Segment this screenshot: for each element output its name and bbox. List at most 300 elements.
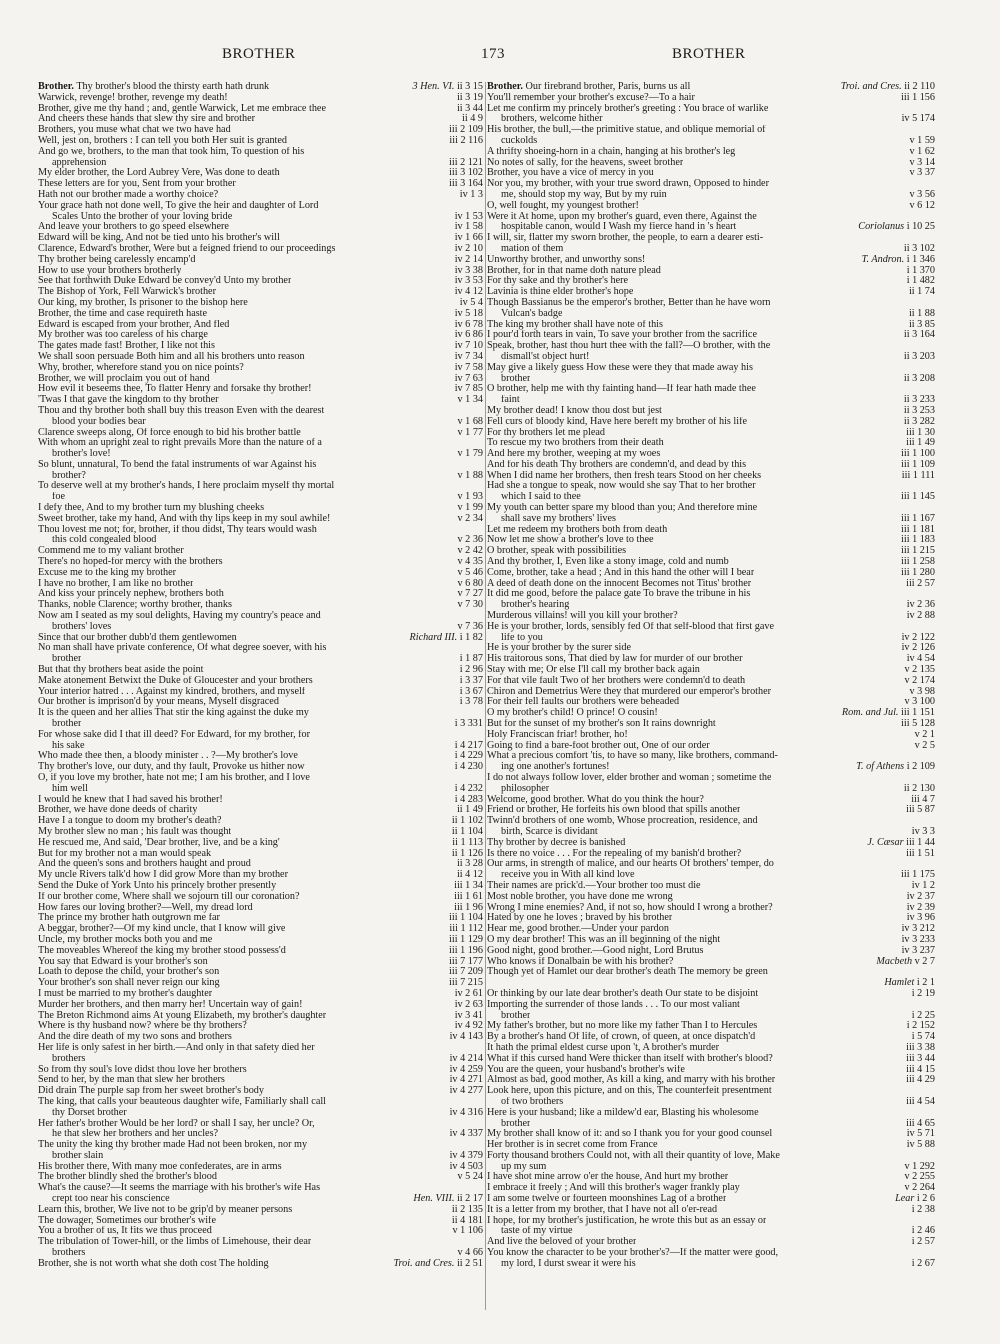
- act-scene-line: iv 6 86: [454, 329, 483, 341]
- concordance-line: [487, 82, 935, 93]
- concordance-line: [487, 946, 935, 957]
- quotation-text: And live the beloved of your brother: [487, 1237, 637, 1248]
- quotation-text: Excuse me to the king my brother: [38, 567, 177, 578]
- concordance-line: [487, 622, 935, 633]
- act-scene-line: i 3 37: [459, 674, 483, 686]
- quotation-text: The king, that calls your beauteous daughter wife, Familiarly shall call: [38, 1096, 326, 1107]
- line-reference: [904, 352, 935, 363]
- concordance-line: [38, 1259, 483, 1270]
- act-scene-line: i 5 74: [911, 1031, 935, 1043]
- concordance-line: [38, 168, 483, 179]
- act-scene-line: iv 2 37: [906, 890, 935, 902]
- quotation-text: Brothers, you muse what chat we two have had: [38, 125, 231, 136]
- concordance-line: [38, 298, 483, 309]
- concordance-line: [38, 762, 483, 773]
- concordance-line: [38, 406, 483, 417]
- concordance-line: [487, 1054, 935, 1065]
- quotation-text: blood your bodies bear: [52, 416, 146, 427]
- quotation-text: Twinn'd brothers of one womb, Whose procreation, residence, and: [487, 816, 758, 827]
- concordance-line: [38, 190, 483, 201]
- act-scene-line: i 4 217: [454, 739, 483, 751]
- act-scene-line: v 2 174: [904, 674, 935, 686]
- concordance-line: [487, 665, 935, 676]
- quotation-text: brothers, welcome hither: [501, 114, 603, 125]
- act-scene-line: v 2 34: [457, 512, 483, 524]
- act-scene-line: iv 2 88: [906, 610, 935, 622]
- quotation-text: Brother, we will proclaim you out of hand: [38, 373, 210, 384]
- quotation-text: For their fell faults our brothers were beheaded: [487, 697, 680, 708]
- act-scene-line: ii 4 9: [462, 113, 483, 125]
- concordance-line: [487, 1065, 935, 1076]
- quotation-text: It is a letter from my brother, that I have not all o'er-read: [487, 1204, 718, 1215]
- quotation-text: He is your brother by the surer side: [487, 643, 632, 654]
- quotation-text: Going to find a bare-foot brother out, One of our order: [487, 740, 710, 751]
- concordance-line: [487, 741, 935, 752]
- quotation-text: A thrifty shoeing-horn in a chain, hanging at his brother's leg: [487, 146, 736, 157]
- quotation-text: Our arms, in strength of malice, and our hearts Of brothers' temper, do: [487, 859, 774, 870]
- quotation-text: of two brothers: [501, 1096, 564, 1107]
- act-scene-line: iii 3 102: [449, 167, 483, 179]
- act-scene-line: iv 4 143: [449, 1031, 483, 1043]
- concordance-line: [487, 892, 935, 903]
- quotation-text: And the queen's sons and brothers haught and proud: [38, 859, 251, 870]
- quotation-text: My elder brother, the Lord Aubrey Vere, Was done to death: [38, 168, 280, 179]
- quotation-text: Who made thee then, a bloody minister . . ?—My brother's love: [38, 751, 298, 762]
- concordance-line: [487, 1151, 935, 1162]
- concordance-line: [38, 633, 483, 644]
- act-scene-line: iii 1 111: [901, 469, 935, 481]
- concordance-line: [38, 525, 483, 536]
- quotation-text: And leave your brothers to go speed elsewhere: [38, 222, 229, 233]
- act-scene-line: ii 1 126: [451, 847, 483, 859]
- quotation-text: The dowager, Sometimes our brother's wife: [38, 1215, 216, 1226]
- quotation-text: Send the Duke of York Unto his princely brother presently: [38, 880, 277, 891]
- concordance-line: [38, 136, 483, 147]
- act-scene-line: iv 1 58: [454, 221, 483, 233]
- quotation-text: Welcome, good brother. What do you think the hour?: [487, 794, 704, 805]
- concordance-line: [487, 1237, 935, 1248]
- concordance-line: [487, 449, 935, 460]
- act-scene-line: iii 5 128: [901, 718, 935, 730]
- line-reference: [912, 1259, 935, 1270]
- act-scene-line: iv 7 85: [454, 383, 483, 395]
- quotation-text: And thy brother, I, Even like a stony image, cold and numb: [487, 557, 729, 568]
- concordance-line: [487, 849, 935, 860]
- act-scene-line: v 1 77: [457, 426, 483, 438]
- quotation-text: And kiss your princely nephew, brothers both: [38, 589, 224, 600]
- concordance-line: [38, 1237, 483, 1248]
- quotation-text: The prince my brother hath outgrown me far: [38, 913, 220, 924]
- quotation-text: I hope, for my brother's justification, he wrote this but as an essay or: [487, 1215, 767, 1226]
- act-scene-line: i 4 229: [454, 750, 483, 762]
- concordance-line: [487, 1119, 935, 1130]
- quotation-text: His brother, the bull,—the primitive statue, and oblique memorial of: [487, 125, 766, 136]
- act-scene-line: v 2 5: [914, 739, 935, 751]
- quotation-text: Send to her, by the man that slew her brothers: [38, 1075, 225, 1086]
- act-scene-line: v 1 88: [457, 469, 483, 481]
- concordance-line: [38, 212, 483, 223]
- concordance-line: [38, 374, 483, 385]
- quotation-text: taste of my virtue: [501, 1226, 573, 1237]
- act-scene-line: i 2 46: [911, 1225, 935, 1237]
- quotation-text: Stay with me; Or else I'll call my brother back again: [487, 665, 700, 676]
- act-scene-line: iii 2 57: [906, 577, 935, 589]
- concordance-line: [38, 352, 483, 363]
- concordance-line: [487, 298, 935, 309]
- quotation-text: You are the queen, your husband's brother's wife: [487, 1064, 685, 1075]
- act-scene-line: v 3 56: [909, 188, 935, 200]
- act-scene-line: ii 3 203: [903, 350, 935, 362]
- concordance-line: [38, 93, 483, 104]
- act-scene-line: iii 1 258: [901, 556, 935, 568]
- concordance-line: [38, 201, 483, 212]
- line-reference: [915, 741, 935, 752]
- quotation-text: brother: [52, 719, 82, 730]
- quotation-text: he that slew her brothers and her uncles?: [52, 1129, 219, 1140]
- act-scene-line: iv 1 53: [454, 210, 483, 222]
- act-scene-line: ii 2 17: [456, 1193, 483, 1205]
- concordance-line: [38, 514, 483, 525]
- concordance-line: [38, 859, 483, 870]
- line-reference: [458, 395, 483, 406]
- quotation-text: receive you in With all kind love: [501, 870, 635, 881]
- quotation-text: brother's love!: [52, 449, 111, 460]
- play-title: J. Cæsar: [867, 836, 907, 848]
- concordance-line: [487, 266, 935, 277]
- quotation-text: I have no brother, I am like no brother: [38, 578, 194, 589]
- concordance-line: [487, 957, 935, 968]
- act-scene-line: iv 4 277: [449, 1085, 483, 1097]
- quotation-text: Brother, she is not worth what she doth cost The holding: [38, 1258, 269, 1269]
- concordance-line: [487, 406, 935, 417]
- quotation-text: Brother. Thy brother's blood the thirsty earth hath drunk: [38, 82, 270, 92]
- act-scene-line: v 1 62: [909, 145, 935, 157]
- line-reference: [906, 1097, 935, 1108]
- quotation-text: But that thy brothers beat aside the point: [38, 665, 204, 676]
- quotation-text: Thou and thy brother both shall buy this treason Even with the dearest: [38, 405, 325, 416]
- act-scene-line: ii 3 19: [456, 91, 483, 103]
- line-reference: [912, 989, 935, 1000]
- quotation-text: O, well fought, my youngest brother!: [487, 200, 639, 211]
- quotation-text: Our king, my brother, Is prisoner to the bishop here: [38, 297, 248, 308]
- act-scene-line: iii 2 109: [449, 124, 483, 136]
- line-reference: [458, 428, 483, 439]
- concordance-line: [38, 104, 483, 115]
- act-scene-line: v 3 100: [904, 696, 935, 708]
- act-scene-line: ii 3 208: [903, 372, 935, 384]
- act-scene-line: iii 1 196: [449, 944, 483, 956]
- concordance-line: [487, 589, 935, 600]
- quotation-text: May give a likely guess How these were they that made away his: [487, 362, 753, 373]
- concordance-line: [487, 125, 935, 136]
- quotation-text: With whom an upright zeal to right prevails More than the nature of a: [38, 438, 322, 449]
- act-scene-line: iv 7 34: [454, 350, 483, 362]
- act-scene-line: iii 2 121: [449, 156, 483, 168]
- act-scene-line: v 2 135: [904, 664, 935, 676]
- act-scene-line: iv 4 259: [449, 1063, 483, 1075]
- quotation-text: thy Dorset brother: [52, 1107, 127, 1118]
- quotation-text: I am some twelve or fourteen moonshines Lag of a brother: [487, 1194, 727, 1205]
- act-scene-line: iv 6 78: [454, 318, 483, 330]
- quotation-text: brothers' loves: [52, 621, 112, 632]
- act-scene-line: iii 4 54: [906, 1095, 935, 1107]
- act-scene-line: v 1 59: [909, 134, 935, 146]
- act-scene-line: ii 3 44: [456, 102, 483, 114]
- act-scene-line: i 3 331: [454, 718, 483, 730]
- quotation-text: For that vile fault Two of her brothers were condemn'd to death: [487, 675, 746, 686]
- act-scene-line: ii 1 113: [452, 836, 483, 848]
- concordance-line: [38, 557, 483, 568]
- quotation-text: crept too near his conscience: [52, 1194, 170, 1205]
- quotation-text: I will, sir, flatter my sworn brother, the people, to earn a dearer esti-: [487, 233, 764, 244]
- concordance-line: [487, 535, 935, 546]
- quotation-text: Let me confirm my princely brother's greeting : You brace of warlike: [487, 103, 769, 114]
- line-reference: [455, 762, 483, 773]
- quotation-text: this cold congealed blood: [52, 535, 157, 546]
- line-reference: [902, 114, 935, 125]
- concordance-line: [38, 751, 483, 762]
- quotation-text: These letters are for you, Sent from your brother: [38, 179, 236, 190]
- quotation-text: Loath to depose the child, your brother's son: [38, 967, 220, 978]
- concordance-line: [487, 503, 935, 514]
- act-scene-line: ii 2 110: [904, 82, 935, 92]
- concordance-line: [38, 816, 483, 827]
- concordance-line: [38, 924, 483, 935]
- quotation-text: Brother. Our firebrand brother, Paris, burns us all: [487, 82, 691, 92]
- concordance-line: [487, 276, 935, 287]
- act-scene-line: ii 4 181: [451, 1214, 483, 1226]
- act-scene-line: ii 2 51: [456, 1257, 483, 1269]
- concordance-line: [38, 989, 483, 1000]
- act-scene-line: i 1 82: [459, 631, 483, 643]
- play-title: Hen. VIII.: [413, 1193, 457, 1205]
- quotation-text: He is your brother, lords, sensibly fed Of that self-blood that first gave: [487, 621, 775, 632]
- act-scene-line: i 1 482: [906, 275, 935, 287]
- line-reference: [907, 1140, 935, 1151]
- concordance-line: [38, 1140, 483, 1151]
- quotation-text: My uncle Rivers talk'd how I did grow More than my brother: [38, 870, 288, 881]
- line-reference: [902, 471, 935, 482]
- line-reference: [904, 330, 935, 341]
- quotation-text: No man shall have private conference, Of what degree soever, with his: [38, 643, 327, 654]
- quotation-text: The Bishop of York, Fell Warwick's brother: [38, 287, 216, 298]
- act-scene-line: iii 1 112: [449, 923, 483, 935]
- act-scene-line: iv 4 379: [449, 1149, 483, 1161]
- quotation-text: Did drain The purple sap from her sweet brother's body: [38, 1086, 264, 1097]
- quotation-text: Wrong I mine enemies? And, if not so, how should I wrong a brother?: [487, 902, 773, 913]
- concordance-line: [38, 1075, 483, 1086]
- concordance-line: [487, 708, 935, 719]
- act-scene-line: i 2 109: [906, 761, 935, 773]
- act-scene-line: iv 4 271: [449, 1074, 483, 1086]
- play-title: Hamlet: [884, 977, 917, 989]
- concordance-line: [38, 579, 483, 590]
- act-scene-line: iv 4 12: [454, 286, 483, 298]
- play-title: Troi. and Cres.: [840, 82, 905, 92]
- quotation-text: Fell curs of bloody kind, Have here bereft my brother of his life: [487, 416, 747, 427]
- concordance-line: [38, 287, 483, 298]
- concordance-line: [487, 762, 935, 773]
- quotation-text: It is the queen and her allies That stir the king against the duke my: [38, 708, 309, 719]
- act-scene-line: iii 1 109: [901, 458, 935, 470]
- quotation-text: You know the character to be your brother's?—If the matter were good,: [487, 1248, 779, 1259]
- concordance-line: [487, 1108, 935, 1119]
- act-scene-line: i 3 78: [459, 696, 483, 708]
- line-reference: [450, 1086, 483, 1097]
- concordance-line: [38, 827, 483, 838]
- quotation-text: So from thy soul's love didst thou love her brothers: [38, 1064, 247, 1075]
- concordance-line: [38, 665, 483, 676]
- act-scene-line: v 2 7: [914, 955, 935, 967]
- act-scene-line: v 1 93: [457, 491, 483, 503]
- act-scene-line: iii 1 104: [449, 912, 483, 924]
- concordance-line: [487, 1021, 935, 1032]
- act-scene-line: iii 3 44: [906, 1052, 935, 1064]
- act-scene-line: v 2 1: [914, 728, 935, 740]
- quotation-text: Though Bassianus be the emperor's brother, Better than he have worn: [487, 297, 771, 308]
- quotation-text: Most noble brother, you have done me wrong: [487, 891, 673, 902]
- concordance-line: [38, 384, 483, 395]
- concordance-line: [487, 784, 935, 795]
- quotation-text: To rescue my two brothers from their death: [487, 438, 664, 449]
- quotation-text: him well: [52, 783, 88, 794]
- act-scene-line: v 3 14: [909, 156, 935, 168]
- concordance-line: [38, 805, 483, 816]
- act-scene-line: ii 1 102: [451, 815, 483, 827]
- concordance-line: [38, 82, 483, 93]
- quotation-text: It hath the primal eldest curse upon 't, A brother's murder: [487, 1042, 719, 1053]
- quotation-text: brother: [52, 654, 82, 665]
- act-scene-line: i 4 232: [454, 782, 483, 794]
- concordance-line: [487, 233, 935, 244]
- quotation-text: For thy sake and thy brother's here: [487, 276, 629, 287]
- act-scene-line: iv 4 337: [449, 1128, 483, 1140]
- act-scene-line: v 1 68: [457, 415, 483, 427]
- concordance-line: [487, 654, 935, 665]
- concordance-line: [487, 1011, 935, 1022]
- act-scene-line: iii 5 87: [906, 804, 935, 816]
- concordance-line: [38, 687, 483, 698]
- quotation-text: If our brother come, Where shall we sojourn till our coronation?: [38, 891, 300, 902]
- concordance-line: [487, 870, 935, 881]
- act-scene-line: ii 3 253: [903, 404, 935, 416]
- concordance-line: [487, 1032, 935, 1043]
- quotation-text: brother: [501, 373, 531, 384]
- concordance-column-right: [487, 82, 935, 1332]
- act-scene-line: iii 1 96: [454, 901, 483, 913]
- act-scene-line: iii 4 29: [906, 1074, 935, 1086]
- act-scene-line: iv 1 66: [454, 232, 483, 244]
- concordance-line: [38, 481, 483, 492]
- act-scene-line: iii 1 175: [901, 869, 935, 881]
- concordance-line: [38, 1172, 483, 1183]
- quotation-text: What a precious comfort 'tis, to have so many, like brothers, command-: [487, 751, 778, 762]
- concordance-line: [487, 287, 935, 298]
- concordance-line: [487, 168, 935, 179]
- act-scene-line: ii 1 104: [451, 825, 483, 837]
- concordance-line: [487, 1075, 935, 1086]
- act-scene-line: i 2 1: [916, 977, 935, 989]
- quotation-text: I do not always follow lover, elder brother and woman ; sometime the: [487, 773, 772, 783]
- line-reference: [410, 633, 483, 644]
- concordance-line: [487, 481, 935, 492]
- quotation-text: Importing the surrender of those lands . . . To our most valiant: [487, 999, 740, 1010]
- concordance-line: [38, 849, 483, 860]
- act-scene-line: ii 4 12: [456, 869, 483, 881]
- line-reference: [904, 374, 935, 385]
- quotation-text: Brother, the time and case requireth haste: [38, 308, 208, 319]
- quotation-text: I would he knew that I had saved his brother!: [38, 794, 223, 805]
- act-scene-line: iv 2 126: [901, 642, 935, 654]
- quotation-text: The moveables Whereof the king my brother stood possess'd: [38, 945, 286, 956]
- concordance-line: [487, 1259, 935, 1270]
- act-scene-line: ii 2 135: [451, 1203, 483, 1215]
- concordance-line: [487, 1216, 935, 1227]
- quotation-text: Sweet brother, take my hand, And with thy lips keep in my soul awhile!: [38, 513, 331, 524]
- quotation-text: Brother, you have a vice of mercy in you: [487, 168, 654, 179]
- act-scene-line: iii 1 34: [454, 879, 483, 891]
- line-reference: [455, 719, 483, 730]
- concordance-line: [38, 957, 483, 968]
- concordance-line: [487, 460, 935, 471]
- act-scene-line: ii 2 130: [903, 782, 935, 794]
- concordance-line: [487, 341, 935, 352]
- concordance-line: [487, 773, 935, 784]
- act-scene-line: v 1 79: [457, 448, 483, 460]
- play-title: Troi. and Cres.: [393, 1257, 457, 1269]
- concordance-line: [487, 676, 935, 687]
- quotation-text: Lavinia is thine elder brother's hope: [487, 287, 634, 298]
- quotation-text: But for my brother not a man would speak: [38, 848, 212, 859]
- act-scene-line: iv 2 39: [906, 901, 935, 913]
- quotation-text: Now let me show a brother's love to thee: [487, 535, 654, 546]
- concordance-line: [487, 104, 935, 115]
- line-reference: [460, 190, 483, 201]
- concordance-line: [487, 913, 935, 924]
- concordance-line: [487, 978, 935, 989]
- quotation-text: Vulcan's badge: [501, 308, 563, 319]
- running-head-right: BROTHER: [672, 46, 746, 62]
- concordance-line: [487, 546, 935, 557]
- act-scene-line: i 2 6: [916, 1193, 935, 1205]
- quotation-text: Thy brother by decree is banished: [487, 837, 626, 848]
- quotation-text: A beggar, brother?—Of my kind uncle, that I know will give: [38, 924, 286, 935]
- quotation-text: Your grace hath not done well, To give the heir and daughter of Lord: [38, 200, 319, 211]
- act-scene-line: i 2 96: [459, 664, 483, 676]
- quotation-text: Scales Unto the brother of your loving bride: [52, 211, 233, 222]
- quotation-text: Friend or brother, He forfeits his own blood that spills another: [487, 805, 741, 816]
- concordance-line: [487, 1086, 935, 1097]
- concordance-line: [38, 1205, 483, 1216]
- concordance-line: [487, 600, 935, 611]
- quotation-text: How evil it beseems thee, To flatter Henry and forsake thy brother!: [38, 384, 312, 395]
- concordance-line: [487, 201, 935, 212]
- quotation-text: Make atonement Betwixt the Duke of Gloucester and your brothers: [38, 675, 313, 686]
- concordance-line: [487, 395, 935, 406]
- quotation-text: So blunt, unnatural, To bend the fatal instruments of war Against his: [38, 459, 317, 470]
- quotation-text: his sake: [52, 740, 85, 751]
- concordance-line: [38, 428, 483, 439]
- act-scene-line: v 1 99: [457, 502, 483, 514]
- concordance-line: [38, 417, 483, 428]
- concordance-line: [38, 471, 483, 482]
- concordance-line: [38, 903, 483, 914]
- concordance-line: [38, 244, 483, 255]
- concordance-line: [38, 935, 483, 946]
- act-scene-line: iv 1 3: [459, 188, 483, 200]
- concordance-line: [38, 773, 483, 784]
- concordance-line: [487, 158, 935, 169]
